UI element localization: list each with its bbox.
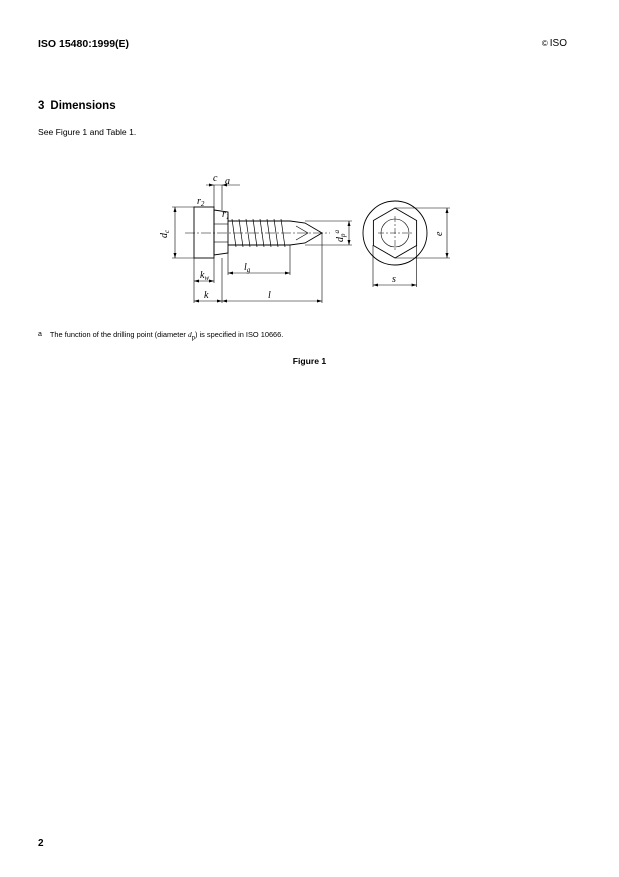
figure-footnote — [38, 330, 283, 341]
document-standard-id: ISO 15480:1999(E) — [38, 38, 130, 50]
label-dc-sub: c — [163, 229, 171, 233]
label-k: k — [204, 290, 209, 301]
label-kw — [200, 270, 209, 282]
page-number: 2 — [38, 838, 44, 849]
label-dp-sup: a — [333, 230, 341, 234]
screw-end-view — [363, 201, 427, 265]
label-r2-main: r — [197, 196, 201, 207]
label-r2 — [197, 196, 205, 208]
label-a: a — [225, 176, 230, 187]
end-view-dimensions — [373, 208, 450, 287]
label-lg-main: l — [244, 262, 247, 273]
copyright-owner: ISO — [549, 38, 567, 49]
copyright-notice — [542, 38, 567, 49]
label-l: l — [268, 290, 271, 301]
footnote-marker: a — [38, 331, 42, 338]
label-lg-sub: g — [246, 266, 251, 274]
screw-side-view — [185, 207, 330, 258]
washer-face — [194, 207, 214, 258]
footnote-d-sub: p — [191, 335, 195, 342]
copyright-symbol: © — [541, 39, 548, 48]
label-c: c — [213, 173, 218, 184]
footnote-d: d — [187, 330, 192, 339]
section-heading — [38, 100, 116, 112]
label-lg — [244, 262, 251, 274]
intro-paragraph: See Figure 1 and Table 1. — [38, 127, 137, 137]
screw-dimension-drawing — [150, 165, 460, 315]
section-number: 3 — [38, 100, 45, 112]
label-dp-sub: p — [339, 233, 347, 237]
label-s: s — [392, 274, 396, 285]
label-dp-main: d — [335, 237, 346, 242]
label-dp — [333, 230, 347, 243]
figure-caption: Figure 1 — [292, 356, 327, 366]
footnote-text-after: ) is specified in ISO 10666. — [195, 330, 284, 339]
label-r2-sub: 2 — [200, 200, 205, 208]
label-dc-main: d — [159, 233, 170, 238]
section-title: Dimensions — [50, 100, 116, 112]
label-kw-main: k — [200, 270, 205, 281]
label-dc — [159, 229, 171, 238]
label-r1 — [222, 209, 229, 221]
label-r1-main: r — [222, 209, 226, 220]
footnote-text-before: The function of the drilling point (diameter — [49, 330, 188, 339]
label-e: e — [434, 231, 445, 236]
label-kw-sub: w — [204, 274, 210, 282]
label-r1-sub: 1 — [225, 213, 230, 221]
